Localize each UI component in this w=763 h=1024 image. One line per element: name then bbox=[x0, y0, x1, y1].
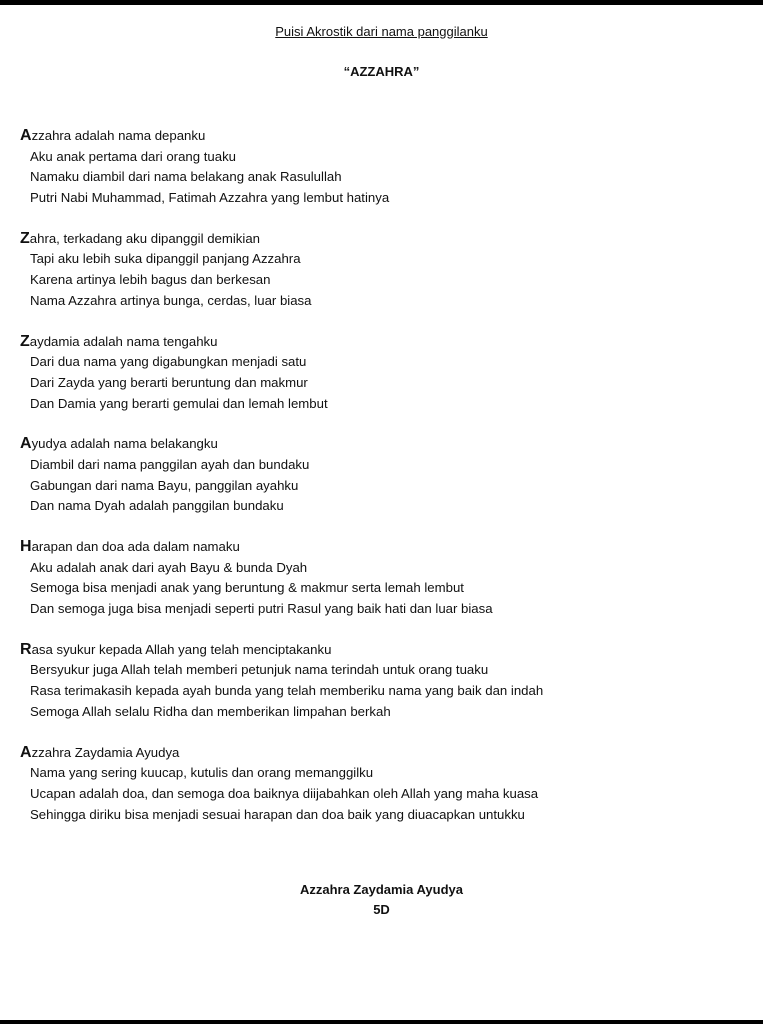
poem-line: Dan nama Dyah adalah panggilan bundaku bbox=[30, 498, 284, 514]
poem-line: Dan semoga juga bisa menjadi seperti putri Rasul yang baik hati dan luar biasa bbox=[30, 601, 493, 617]
stanza-5 bbox=[20, 537, 750, 620]
poem-line: Rasa terimakasih kepada ayah bunda yang telah memberiku nama yang baik dan indah bbox=[30, 683, 544, 699]
poem-line: Dan Damia yang berarti gemulai dan lemah lembut bbox=[30, 395, 328, 411]
stanza-first-line bbox=[20, 332, 750, 353]
acrostic-initial: A bbox=[20, 435, 32, 453]
poem-line: Aku anak pertama dari orang tuaku bbox=[30, 148, 236, 164]
stanza-first-line bbox=[20, 640, 750, 661]
stanza-3 bbox=[20, 332, 750, 415]
stanza-first-line bbox=[20, 229, 750, 250]
poem-line: Bersyukur juga Allah telah memberi petunjuk nama terindah untuk orang tuaku bbox=[30, 662, 489, 678]
acrostic-initial: A bbox=[20, 743, 32, 761]
poem-line: Gabungan dari nama Bayu, panggilan ayahku bbox=[30, 477, 299, 493]
stanza-7 bbox=[20, 743, 750, 826]
stanza-first-line bbox=[20, 434, 750, 455]
acrostic-initial: Z bbox=[20, 332, 30, 350]
poem-line: Sehingga diriku bisa menjadi sesuai harapan dan doa baik yang diuacapkan untukku bbox=[30, 806, 525, 822]
acrostic-initial: Z bbox=[20, 229, 30, 247]
acrostic-initial: A bbox=[20, 127, 32, 144]
stanza-1 bbox=[20, 126, 750, 209]
poem-line: Dari Zayda yang berarti beruntung dan makmur bbox=[30, 374, 308, 390]
stanza-6 bbox=[20, 640, 750, 723]
bottom-border bbox=[0, 1020, 763, 1024]
poem-line: Putri Nabi Muhammad, Fatimah Azzahra yang lembut hatinya bbox=[30, 190, 390, 206]
poem-line: Ucapan adalah doa, dan semoga doa baiknya diijabahkan oleh Allah yang maha kuasa bbox=[30, 785, 539, 801]
first-line-text: yudya adalah nama belakangku bbox=[31, 436, 218, 452]
poem-line: Nama yang sering kuucap, kutulis dan orang memanggilku bbox=[30, 765, 374, 781]
poem-line: Namaku diambil dari nama belakang anak Rasulullah bbox=[30, 169, 342, 185]
poem-line: Karena artinya lebih bagus dan berkesan bbox=[30, 272, 271, 288]
poem-line: Diambil dari nama panggilan ayah dan bundaku bbox=[30, 456, 310, 472]
document-title: Puisi Akrostik dari nama panggilanku bbox=[275, 24, 488, 39]
class-label: 5D bbox=[373, 902, 390, 917]
acrostic-initial: R bbox=[20, 640, 32, 658]
first-line-text: aydamia adalah nama tengahku bbox=[29, 333, 218, 349]
poem-line: Semoga bisa menjadi anak yang beruntung & makmur serta lemah lembut bbox=[30, 580, 464, 596]
poem-line: Aku adalah anak dari ayah Bayu & bunda Dyah bbox=[30, 559, 308, 575]
poem-line: Dari dua nama yang digabungkan menjadi satu bbox=[30, 354, 307, 370]
poem-line: Tapi aku lebih suka dipanggil panjang Azzahra bbox=[30, 251, 301, 267]
poem-line: Semoga Allah selalu Ridha dan memberikan limpahan berkah bbox=[30, 703, 391, 719]
poem-body bbox=[20, 126, 750, 845]
poem-line: Nama Azzahra artinya bunga, cerdas, luar biasa bbox=[30, 292, 312, 308]
stanza-2 bbox=[20, 229, 750, 312]
acrostic-initial: H bbox=[20, 538, 32, 555]
author-name: Azzahra Zaydamia Ayudya bbox=[299, 882, 464, 897]
first-line-text: arapan dan doa ada dalam namaku bbox=[31, 539, 240, 554]
first-line-text: ahra, terkadang aku dipanggil demikian bbox=[29, 230, 260, 246]
first-line-text: zzahra Zaydamia Ayudya bbox=[31, 744, 180, 760]
poem-title: “AZZAHRA” bbox=[343, 64, 420, 79]
first-line-text: zzahra adalah nama depanku bbox=[31, 128, 206, 143]
first-line-text: asa syukur kepada Allah yang telah menciptakanku bbox=[31, 641, 332, 657]
stanza-first-line bbox=[20, 537, 750, 558]
stanza-first-line bbox=[20, 126, 750, 147]
stanza-first-line bbox=[20, 743, 750, 764]
stanza-4 bbox=[20, 434, 750, 517]
